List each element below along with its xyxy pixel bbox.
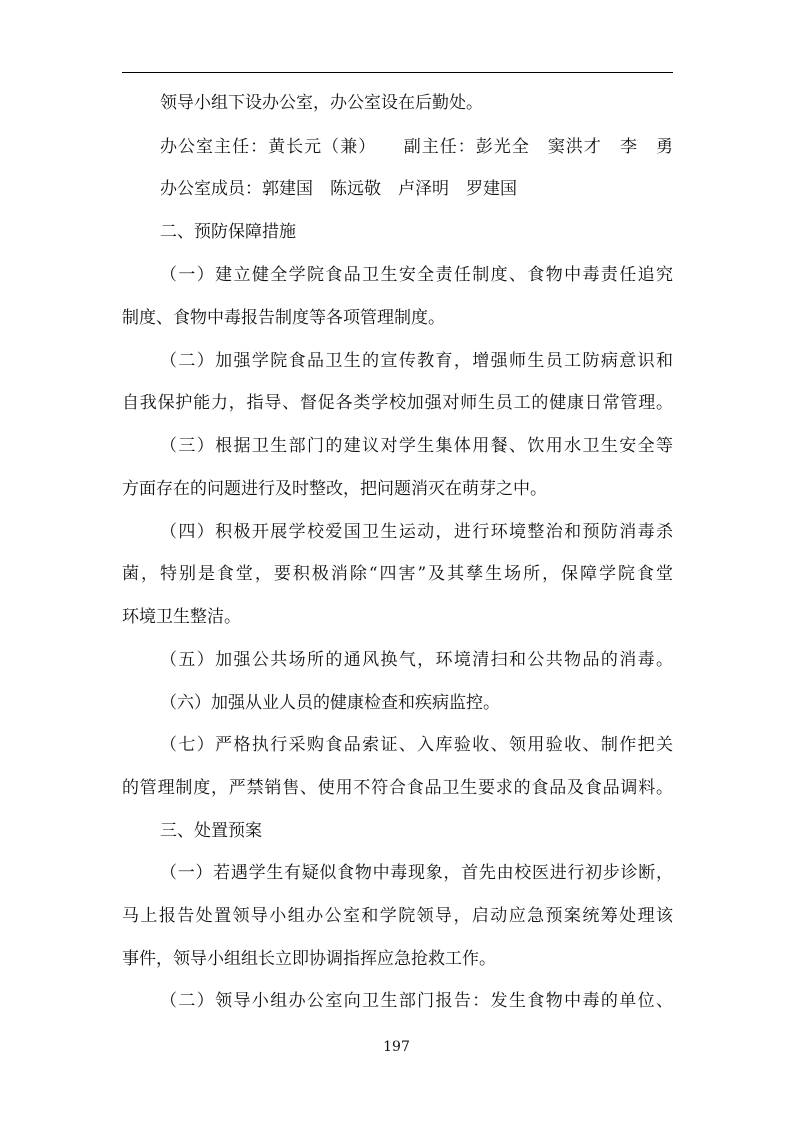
text-line: （六）加强从业人员的健康检查和疾病监控。 bbox=[160, 693, 500, 713]
text-line: （一）若遇学生有疑似食物中毒现象，首先由校医进行初步诊断， bbox=[160, 863, 673, 883]
text-line: 环境卫生整洁。 bbox=[122, 607, 241, 627]
section-heading: 二、预防保障措施 bbox=[160, 222, 296, 242]
text-line: （二）领导小组办公室向卫生部门报告：发生食物中毒的单位、 bbox=[160, 991, 673, 1011]
text-line: 的管理制度，严禁销售、使用不符合食品卫生要求的食品及食品调料。 bbox=[122, 778, 673, 798]
text-line: 制度、食物中毒报告制度等各项管理制度。 bbox=[122, 308, 445, 328]
text-line: （一）建立健全学院食品卫生安全责任制度、食物中毒责任追究 bbox=[160, 265, 673, 285]
section-heading: 三、处置预案 bbox=[160, 821, 262, 841]
text-line: （四）积极开展学校爱国卫生运动，进行环境整治和预防消毒杀 bbox=[160, 522, 673, 542]
text-line: 领导小组下设办公室，办公室设在后勤处。 bbox=[160, 93, 483, 113]
text-line: 办公室成员：郭建国 陈远敬 卢泽明 罗建国 bbox=[160, 179, 517, 199]
header-rule bbox=[122, 72, 673, 73]
text-line: 马上报告处置领导小组办公室和学院领导，启动应急预案统筹处理该 bbox=[122, 906, 673, 926]
text-line: 事件，领导小组组长立即协调指挥应急抢救工作。 bbox=[122, 949, 496, 969]
text-line: （二）加强学院食品卫生的宣传教育，增强师生员工防病意识和 bbox=[160, 351, 673, 371]
text-line: （七）严格执行采购食品索证、入库验收、领用验收、制作把关 bbox=[160, 735, 673, 755]
page-number: 197 bbox=[383, 1039, 410, 1055]
text-line: 菌，特别是食堂，要积极消除“四害”及其孳生场所，保障学院食堂 bbox=[122, 564, 673, 584]
text-line: （五）加强公共场所的通风换气，环境清扫和公共物品的消毒。 bbox=[160, 650, 673, 670]
text-line: 方面存在的问题进行及时整改，把问题消灭在萌芽之中。 bbox=[122, 479, 547, 499]
text-line: 自我保护能力，指导、督促各类学校加强对师生员工的健康日常管理。 bbox=[122, 393, 673, 413]
text-line: （三）根据卫生部门的建议对学生集体用餐、饮用水卫生安全等 bbox=[160, 436, 673, 456]
text-line: 办公室主任：黄长元（兼） 副主任：彭光全 窦洪才 李 勇 bbox=[160, 137, 673, 157]
